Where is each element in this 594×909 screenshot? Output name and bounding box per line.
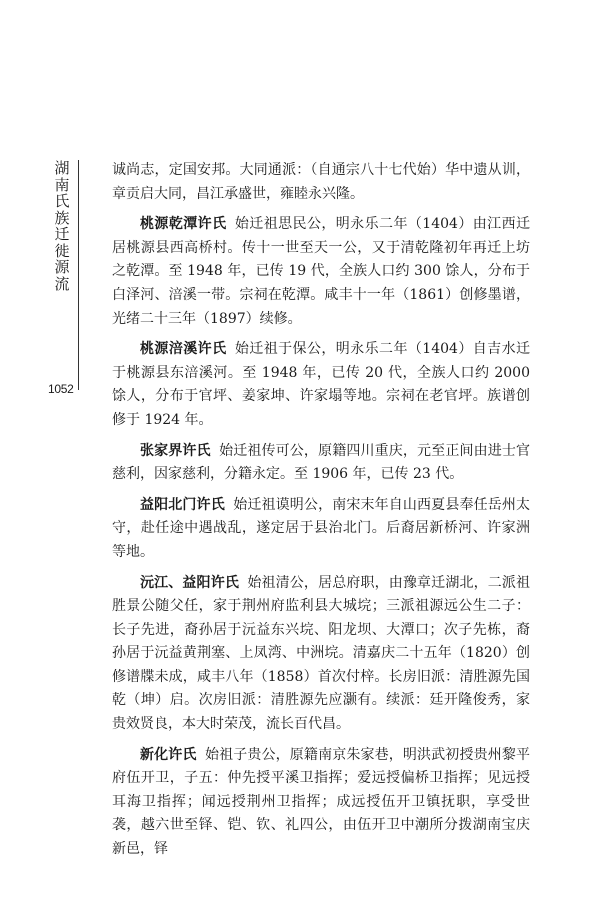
paragraph-heading: 益阳北门许氏 xyxy=(140,496,225,513)
paragraph-taoyuan-fuxi xyxy=(112,338,530,432)
header-rule xyxy=(78,160,79,390)
paragraph-xinhua xyxy=(112,744,530,862)
paragraph-continued xyxy=(112,159,530,206)
paragraph-heading: 沅江、益阳许氏 xyxy=(140,574,239,591)
paragraph-heading: 桃源涪溪许氏 xyxy=(140,341,227,358)
paragraph-body: 始迁祖谟明公，南宋末年自山西夏县奉任岳州太守，赴任途中遇战乱，遂定居于县治北门。后裔居新桥河、许家洲等地。 xyxy=(112,496,531,560)
paragraph-body: 始迁祖传可公，原籍四川重庆，元至正间由进士官慈利，因家慈利，分籍永定。至 1906 年，已传 23 代。 xyxy=(112,442,531,483)
paragraph-body: 始祖子贵公，原籍南京朱家巷，明洪武初授贵州黎平府伍开卫，子五：仲先授平溪卫指挥；爱远授偏桥卫指挥；见远授耳海卫指挥；闻远授荆州卫指挥；成远授伍开卫镇抚职，享受世袭，越六世至铎、铠、钦、礼四公，由伍开卫中潮所分拨湖南宝庆新邑，铎 xyxy=(112,746,531,858)
running-header-title: 湖南氏族迁徙源流 xyxy=(54,159,70,293)
paragraph-body: 始祖清公，居总府职，由豫章迁湖北，二派祖胜景公随父任，家于荆州府监利县大城垸；三派祖源远公生二子：长子先进，裔孙居于沅益东兴垸、阳龙坝、大潭口；次子先栋，裔孙居于沅益黄荆塞、上凤湾、中洲垸。清嘉庆二十五年（1820）创修谱牒未成，咸丰八年（1858）首次付梓。长房旧派：清胜源先国乾（坤）启。次房旧派：清胜源先应灏有。续派：廷开隆俊秀，家贵效贤良，本大时荣茂，流长百代昌。 xyxy=(112,574,531,733)
paragraph-body: 始迁祖思民公，明永乐二年（1404）由江西迁居桃源县西高桥村。传十一世至天一公，又于清乾隆初年再迁上坊之乾潭。至 1948 年，已传 19 代，全族人口约 300 馀人，分布于白泽河、涪溪一带。宗祠在乾潭。咸丰十一年（1861）创修墨谱，光绪二十三年（1897）续修。 xyxy=(112,216,530,327)
paragraph-body: 诚尚志，定国安邦。大同通派：（自通宗八十七代始）华中遗从训，章贡启大同，昌江承盛世，雍睦永兴隆。 xyxy=(112,162,530,202)
page-number: 1052 xyxy=(48,382,74,396)
page-body xyxy=(112,159,530,869)
paragraph-yuanjiang-yiyang xyxy=(112,572,530,737)
paragraph-heading: 张家界许氏 xyxy=(140,442,211,459)
paragraph-taoyuan-qiantan xyxy=(112,213,530,331)
paragraph-heading: 桃源乾潭许氏 xyxy=(140,216,227,233)
paragraph-zhangjiajie xyxy=(112,440,530,487)
paragraph-yiyang-beimen xyxy=(112,494,530,565)
paragraph-heading: 新化许氏 xyxy=(140,746,197,763)
paragraph-body: 始迁祖于保公，明永乐二年（1404）自吉水迁于桃源县东涪溪河。至 1948 年，已传 20 代，全族人口约 2000 馀人，分布于官坪、姜家坤、许家塌等地。宗祠在老官坪。族谱创修于 1924 年。 xyxy=(112,341,530,428)
